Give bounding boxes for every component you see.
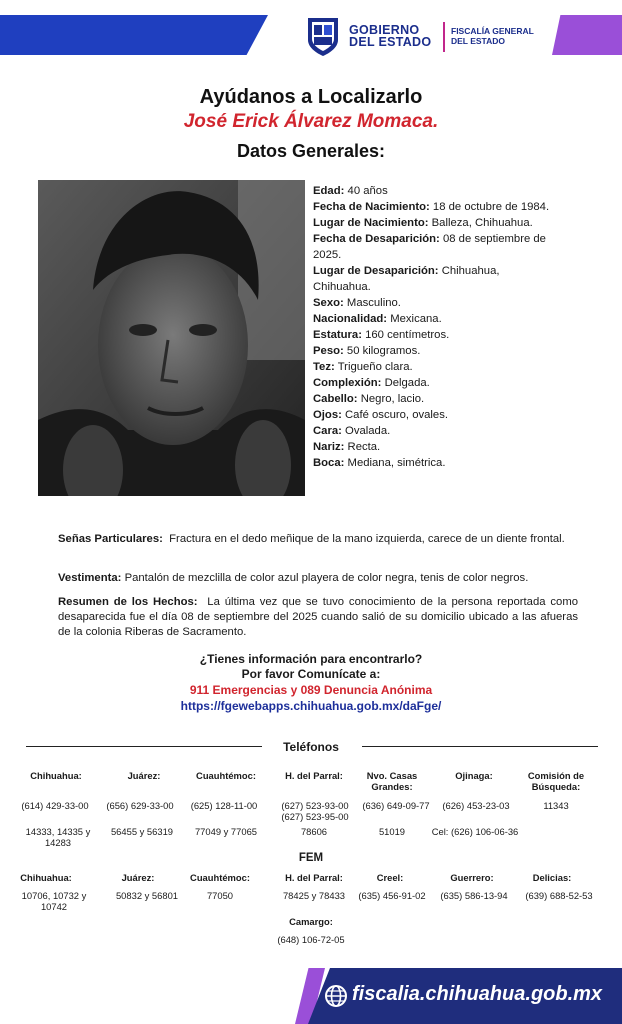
detail-face: Cara: Ovalada. — [313, 425, 391, 437]
page-title: Ayúdanos a Localizarlo — [199, 86, 423, 108]
phone-header: Cuauhtémoc: — [196, 770, 256, 781]
fem-header: H. del Parral: — [285, 872, 343, 883]
phone-cell: 56455 y 56319 — [110, 826, 174, 837]
phone-header: Ojinaga: — [455, 770, 493, 781]
contact-prompt: Por favor Comunícate a: — [241, 667, 381, 681]
incident-summary: Resumen de los Hechos: La última vez que se tuvo conocimiento de la persona reportada como desaparecida fue el día 08 de septiembre del 2025 cuando salió de su domicilio ubicado a las afueras de la colonia Riberas de Sacramento. — [58, 596, 579, 638]
detail-eyes: Ojos: Café oscuro, ovales. — [313, 409, 448, 421]
phone-header: Comisión de Búsqueda: — [527, 770, 585, 792]
fem-header: Delicias: — [532, 872, 572, 883]
phones-title: Teléfonos — [283, 740, 339, 754]
emergency-numbers: 911 Emergencias y 089 Denuncia Anónima — [189, 683, 433, 697]
general-data-list — [313, 183, 553, 471]
fem-cell: (635) 456-91-02 — [358, 890, 426, 901]
clothing: Vestimenta: Pantalón de mezclilla de color azul playera de color negra, tenis de color negros. — [58, 572, 529, 584]
phone-cell: 51019 — [378, 826, 406, 837]
detail-birthplace: Lugar de Nacimiento: Balleza, Chihuahua. — [313, 217, 533, 229]
fem-cell: 10706, 10732 y 10742 — [21, 890, 87, 912]
phone-cell: (614) 429-33-00 — [21, 800, 89, 811]
fem-cell: 77050 — [206, 890, 234, 901]
detail-nationality: Nacionalidad: Mexicana. — [313, 313, 442, 325]
detail-skin: Tez: Trigueño clara. — [313, 361, 413, 373]
detail-disappearance-place: Lugar de Desaparición: Chihuahua, Chihuahua. — [313, 265, 500, 293]
report-link[interactable]: https://fgewebapps.chihuahua.gob.mx/daFge/ — [180, 699, 442, 713]
person-photo — [38, 180, 305, 496]
phone-header: H. del Parral: — [285, 770, 343, 781]
fem-cell: 78425 y 78433 — [282, 890, 346, 901]
phone-cell: (625) 128-11-00 — [190, 800, 258, 811]
detail-height: Estatura: 160 centímetros. — [313, 329, 450, 341]
phone-cell: (627) 523-93-00 (627) 523-95-00 — [281, 800, 349, 822]
detail-hair: Cabello: Negro, lacio. — [313, 393, 425, 405]
phone-cell: 11343 — [543, 800, 569, 811]
fiscalia-logo-text: FISCALÍA GENERAL DEL ESTADO — [451, 26, 534, 46]
detail-weight: Peso: 50 kilogramos. — [313, 345, 421, 357]
fem-title: FEM — [298, 852, 324, 864]
detail-mouth: Boca: Mediana, simétrica. — [313, 457, 446, 469]
phone-cell: 78606 — [300, 826, 328, 837]
phone-cell: 77049 y 77065 — [194, 826, 258, 837]
fem-cell: 50832 y 56801 — [115, 890, 179, 901]
person-name: José Erick Álvarez Momaca. — [183, 111, 439, 132]
gobierno-logo-text: GOBIERNO DEL ESTADO — [349, 23, 432, 49]
state-shield-icon — [305, 16, 341, 58]
detail-sex: Sexo: Masculino. — [313, 297, 401, 309]
phone-cell: (636) 649-09-77 — [362, 800, 430, 811]
detail-birthdate: Fecha de Nacimiento: 18 de octubre de 1984. — [313, 201, 550, 213]
globe-icon — [324, 984, 348, 1008]
header-purple-bar — [552, 15, 622, 55]
detail-nose: Nariz: Recta. — [313, 441, 381, 453]
detail-disappearance-date: Fecha de Desaparición: 08 de septiembre de 2025. — [313, 233, 546, 261]
fem-cell-camargo: (648) 106-72-05 — [277, 934, 345, 945]
header-blue-bar — [0, 15, 268, 55]
detail-age: Edad: 40 años — [313, 185, 388, 197]
footer-website-link[interactable]: fiscalia.chihuahua.gob.mx — [352, 983, 603, 1005]
phone-header: Juárez: — [127, 770, 161, 781]
fem-header: Guerrero: — [450, 872, 494, 883]
fem-header: Creel: — [376, 872, 404, 883]
contact-question: ¿Tienes información para encontrarlo? — [199, 652, 423, 666]
fem-cell: (635) 586-13-94 — [440, 890, 508, 901]
detail-build: Complexión: Delgada. — [313, 377, 430, 389]
fem-cell: (639) 688-52-53 — [525, 890, 593, 901]
fem-header-camargo: Camargo: — [289, 916, 333, 927]
fem-header: Cuauhtémoc: — [190, 872, 250, 883]
phone-header: Chihuahua: — [30, 770, 82, 781]
phone-cell: (626) 453-23-03 — [442, 800, 510, 811]
distinguishing-marks: Señas Particulares: Fractura en el dedo meñique de la mano izquierda, carece de un diente frontal. — [58, 533, 565, 545]
phone-cell: 14333, 14335 y 14283 — [25, 826, 91, 848]
phone-header: Nvo. Casas Grandes: — [366, 770, 418, 792]
phone-cell: Cel: (626) 106-06-36 — [431, 826, 519, 837]
section-title: Datos Generales: — [236, 141, 386, 161]
fem-header: Chihuahua: — [20, 872, 72, 883]
fem-header: Juárez: — [121, 872, 155, 883]
logo-divider — [443, 22, 445, 52]
phone-cell: (656) 629-33-00 — [106, 800, 174, 811]
